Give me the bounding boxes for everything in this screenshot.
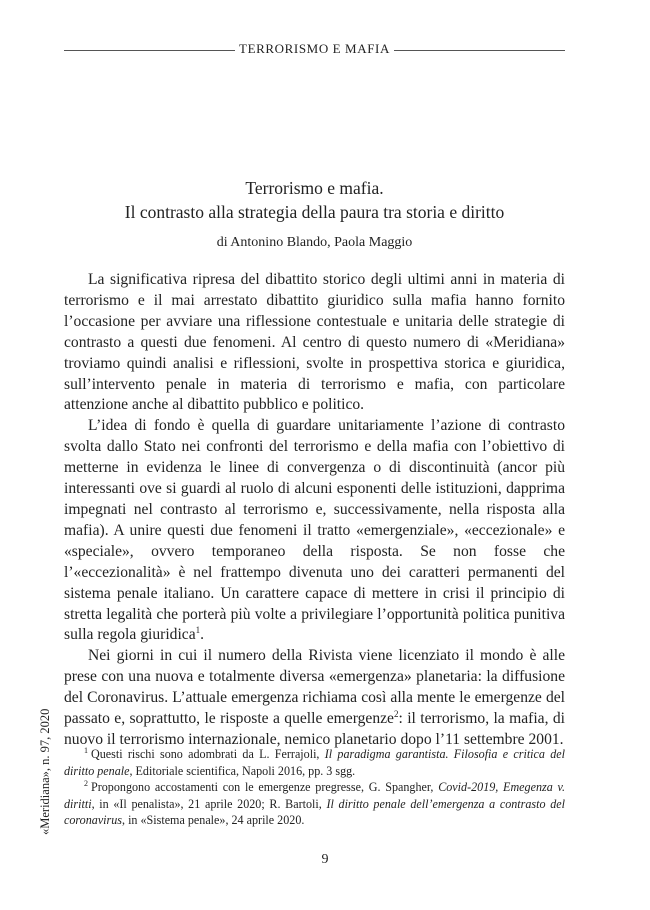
footnote-1-number: 1 [84, 746, 88, 755]
paragraph-2-end: . [200, 626, 205, 644]
footnote-2-number: 2 [84, 779, 88, 789]
running-head-title: TERRORISMO E MAFIA [239, 41, 390, 56]
footnote-2-text-b: , in «Il penalista», 21 aprile 2020; R. Bartoli, [91, 796, 327, 811]
article-heading [64, 176, 565, 253]
footnote-2-title-1: Covid-2019, Emegenza v. diritti [64, 780, 565, 811]
journal-side-note: «Meridiana», n. 97, 2020 [38, 708, 52, 835]
footnote-1-text-a: Questi rischi sono adombrati da L. Ferrajoli, [91, 747, 325, 761]
paragraph-3 [64, 646, 565, 751]
footnote-2-text-c: , in «Sistema penale», 24 aprile 2020. [122, 813, 305, 828]
footnote-1-title: Il paradigma garantista. Filosofia e critica del diritto penale [64, 747, 566, 778]
paragraph-2 [64, 416, 565, 646]
footnote-1 [64, 746, 565, 779]
footnote-2-text-a: Propongono accostamenti con le emergenze pregresse, G. Spangher, [91, 780, 439, 795]
footnote-ref-2: 2 [393, 709, 399, 720]
article-subtitle: Il contrasto alla strategia della paura tra storia e diritto [124, 202, 505, 222]
footnote-1-text-b: , Editoriale scientifica, Napoli 2016, pp. 3 sgg. [129, 763, 356, 778]
article-authors: di Antonino Blando, Paola Maggio [216, 235, 413, 250]
footnote-2-title-2: Il diritto penale dell’emergenza a contrasto del coronavirus [64, 796, 565, 828]
article-body [64, 270, 565, 751]
paragraph-3-text-a: Nei giorni in cui il numero della Rivista viene licenziato il mondo è alle prese con una nuova e totalmente diversa «emergenza» planetaria: la diffusione del Coronavirus. L’attuale emergenza richiama così alla mente le emergenze del passato e, soprattutto, le risposte a quelle emergenze [64, 647, 565, 728]
running-head [64, 38, 565, 60]
paragraph-3-text-b: : il terrorismo, la mafia, di nuovo il terrorismo internazionale, nemico planetario dopo l’11 settembre 2001. [64, 710, 565, 748]
footnote-ref-1: 1 [195, 625, 201, 636]
paragraph-1: La significativa ripresa del dibattito storico degli ultimi anni in materia di terrorismo e il mai arrestato dibattito giuridico sulla mafia hanno fornito l’occasione per avviare una riflessione contestuale e unitaria delle strategie di contrasto a questi due fenomeni. Al centro di questo numero di «Meridiana» troviamo quindi analisi e riflessioni, svolte in prospettiva storica e giuridica, sull’intervento penale in materia di terrorismo e mafia, con particolare attenzione anche al dibattito pubblico e politico. [64, 271, 565, 414]
header-rule-left [64, 50, 235, 51]
page-number: 9 [321, 852, 329, 867]
header-rule-right [394, 50, 565, 51]
article-title: Terrorismo e mafia. [245, 178, 384, 198]
footnotes [64, 746, 565, 829]
footnote-2 [64, 779, 565, 829]
paragraph-2-text: L’idea di fondo è quella di guardare unitariamente l’azione di contrasto svolta dallo Stato nei confronti del terrorismo e della mafia con l’obiettivo di metterne in evidenza le linee di convergenza o di discontinuità (ancor più interessanti ove si guardi al ruolo di alcuni esponenti delle istituzioni, dapprima impegnati nel contrasto al terrorismo e, successivamente, nella risposta alla mafia). A unire questi due fenomeni il tratto «emergenziale», «eccezionale» e «speciale», ovvero temporaneo della risposta. Se non fosse che l’«eccezionalità» è nel frattempo divenuta uno dei caratteri permanenti del sistema penale italiano. Un carattere capace di mettere in crisi il principio di stretta legalità che porterà più volte a privilegiare l’opportunità politica punitiva sulla regola giuridica [64, 417, 565, 644]
